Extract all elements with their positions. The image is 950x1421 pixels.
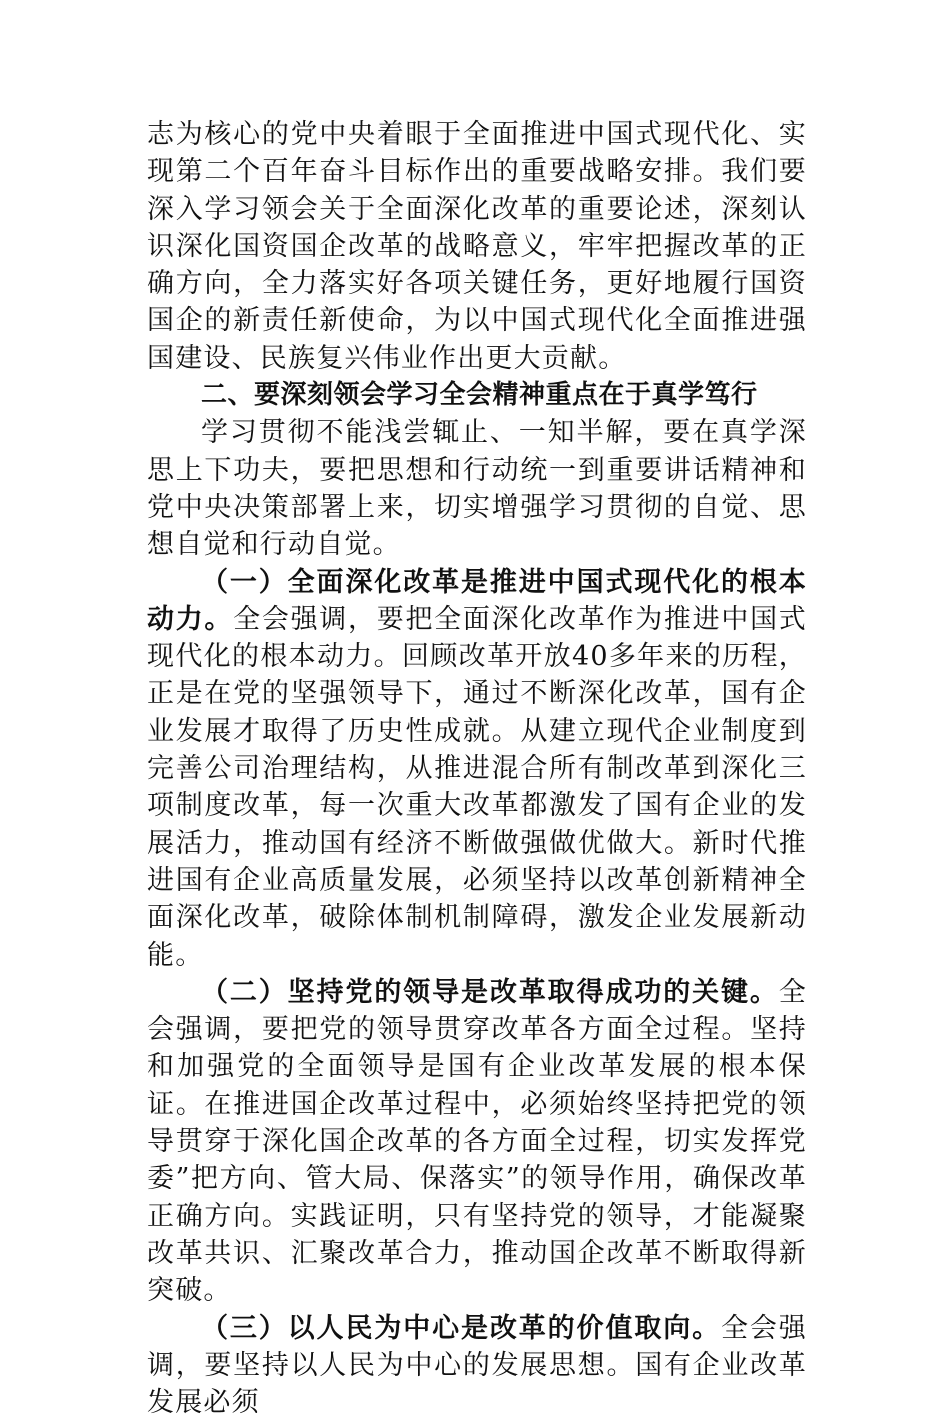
subheading-2: （二）坚持党的领导是改革取得成功的关键。: [201, 977, 779, 1008]
section-heading-2: 二、要深刻领会学习全会精神重点在于真学笃行: [147, 377, 807, 414]
paragraph-5-text: 全会强调，要坚持以人民为中心的发展思想。国有企业改革发展必须: [147, 1313, 807, 1419]
document-page: [147, 116, 807, 1421]
paragraph-4: [147, 974, 807, 1310]
paragraph-1-text: 志为核心的党中央着眼于全面推进中国式现代化、实现第二个百年奋斗目标作出的重要战略安排。我们要深入学习领会关于全面深化改革的重要论述，深刻认识深化国资国企改革的战略意义，牢牢把握改革的正确方向，全力落实好各项关键任务，更好地履行国资国企的新责任新使命，为以中国式现代化全面推进强国建设、民族复兴伟业作出更大贡献。: [147, 119, 807, 374]
paragraph-1: [147, 116, 807, 377]
subheading-1: （一）全面深化改革是推进中国式现代化的根本动力。: [147, 567, 807, 635]
paragraph-2-text: 学习贯彻不能浅尝辄止、一知半解，要在真学深思上下功夫，要把思想和行动统一到重要讲话精神和党中央决策部署上来，切实增强学习贯彻的自觉、思想自觉和行动自觉。: [147, 417, 807, 560]
paragraph-2: [147, 414, 807, 563]
paragraph-3: [147, 564, 807, 974]
paragraph-4-text: 全会强调，要把党的领导贯穿改革各方面全过程。坚持和加强党的全面领导是国有企业改革发展的根本保证。在推进国企改革过程中，必须始终坚持把党的领导贯穿于深化国企改革的各方面全过程，切实发挥党委”把方向、管大局、保落实”的领导作用，确保改革正确方向。实践证明，只有坚持党的领导，才能凝聚改革共识、汇聚改革合力，推动国企改革不断取得新突破。: [147, 977, 807, 1306]
subheading-3: （三）以人民为中心是改革的价值取向。: [201, 1313, 721, 1344]
paragraph-3-text: 全会强调，要把全面深化改革作为推进中国式现代化的根本动力。回顾改革开放40多年来的历程，正是在党的坚强领导下，通过不断深化改革，国有企业发展才取得了历史性成就。从建立现代企业制度到完善公司治理结构，从推进混合所有制改革到深化三项制度改革，每一次重大改革都激发了国有企业的发展活力，推动国有经济不断做强做优做大。新时代推进国有企业高质量发展，必须坚持以改革创新精神全面深化改革，破除体制机制障碍，激发企业发展新动能。: [147, 604, 807, 971]
paragraph-5: [147, 1310, 807, 1421]
